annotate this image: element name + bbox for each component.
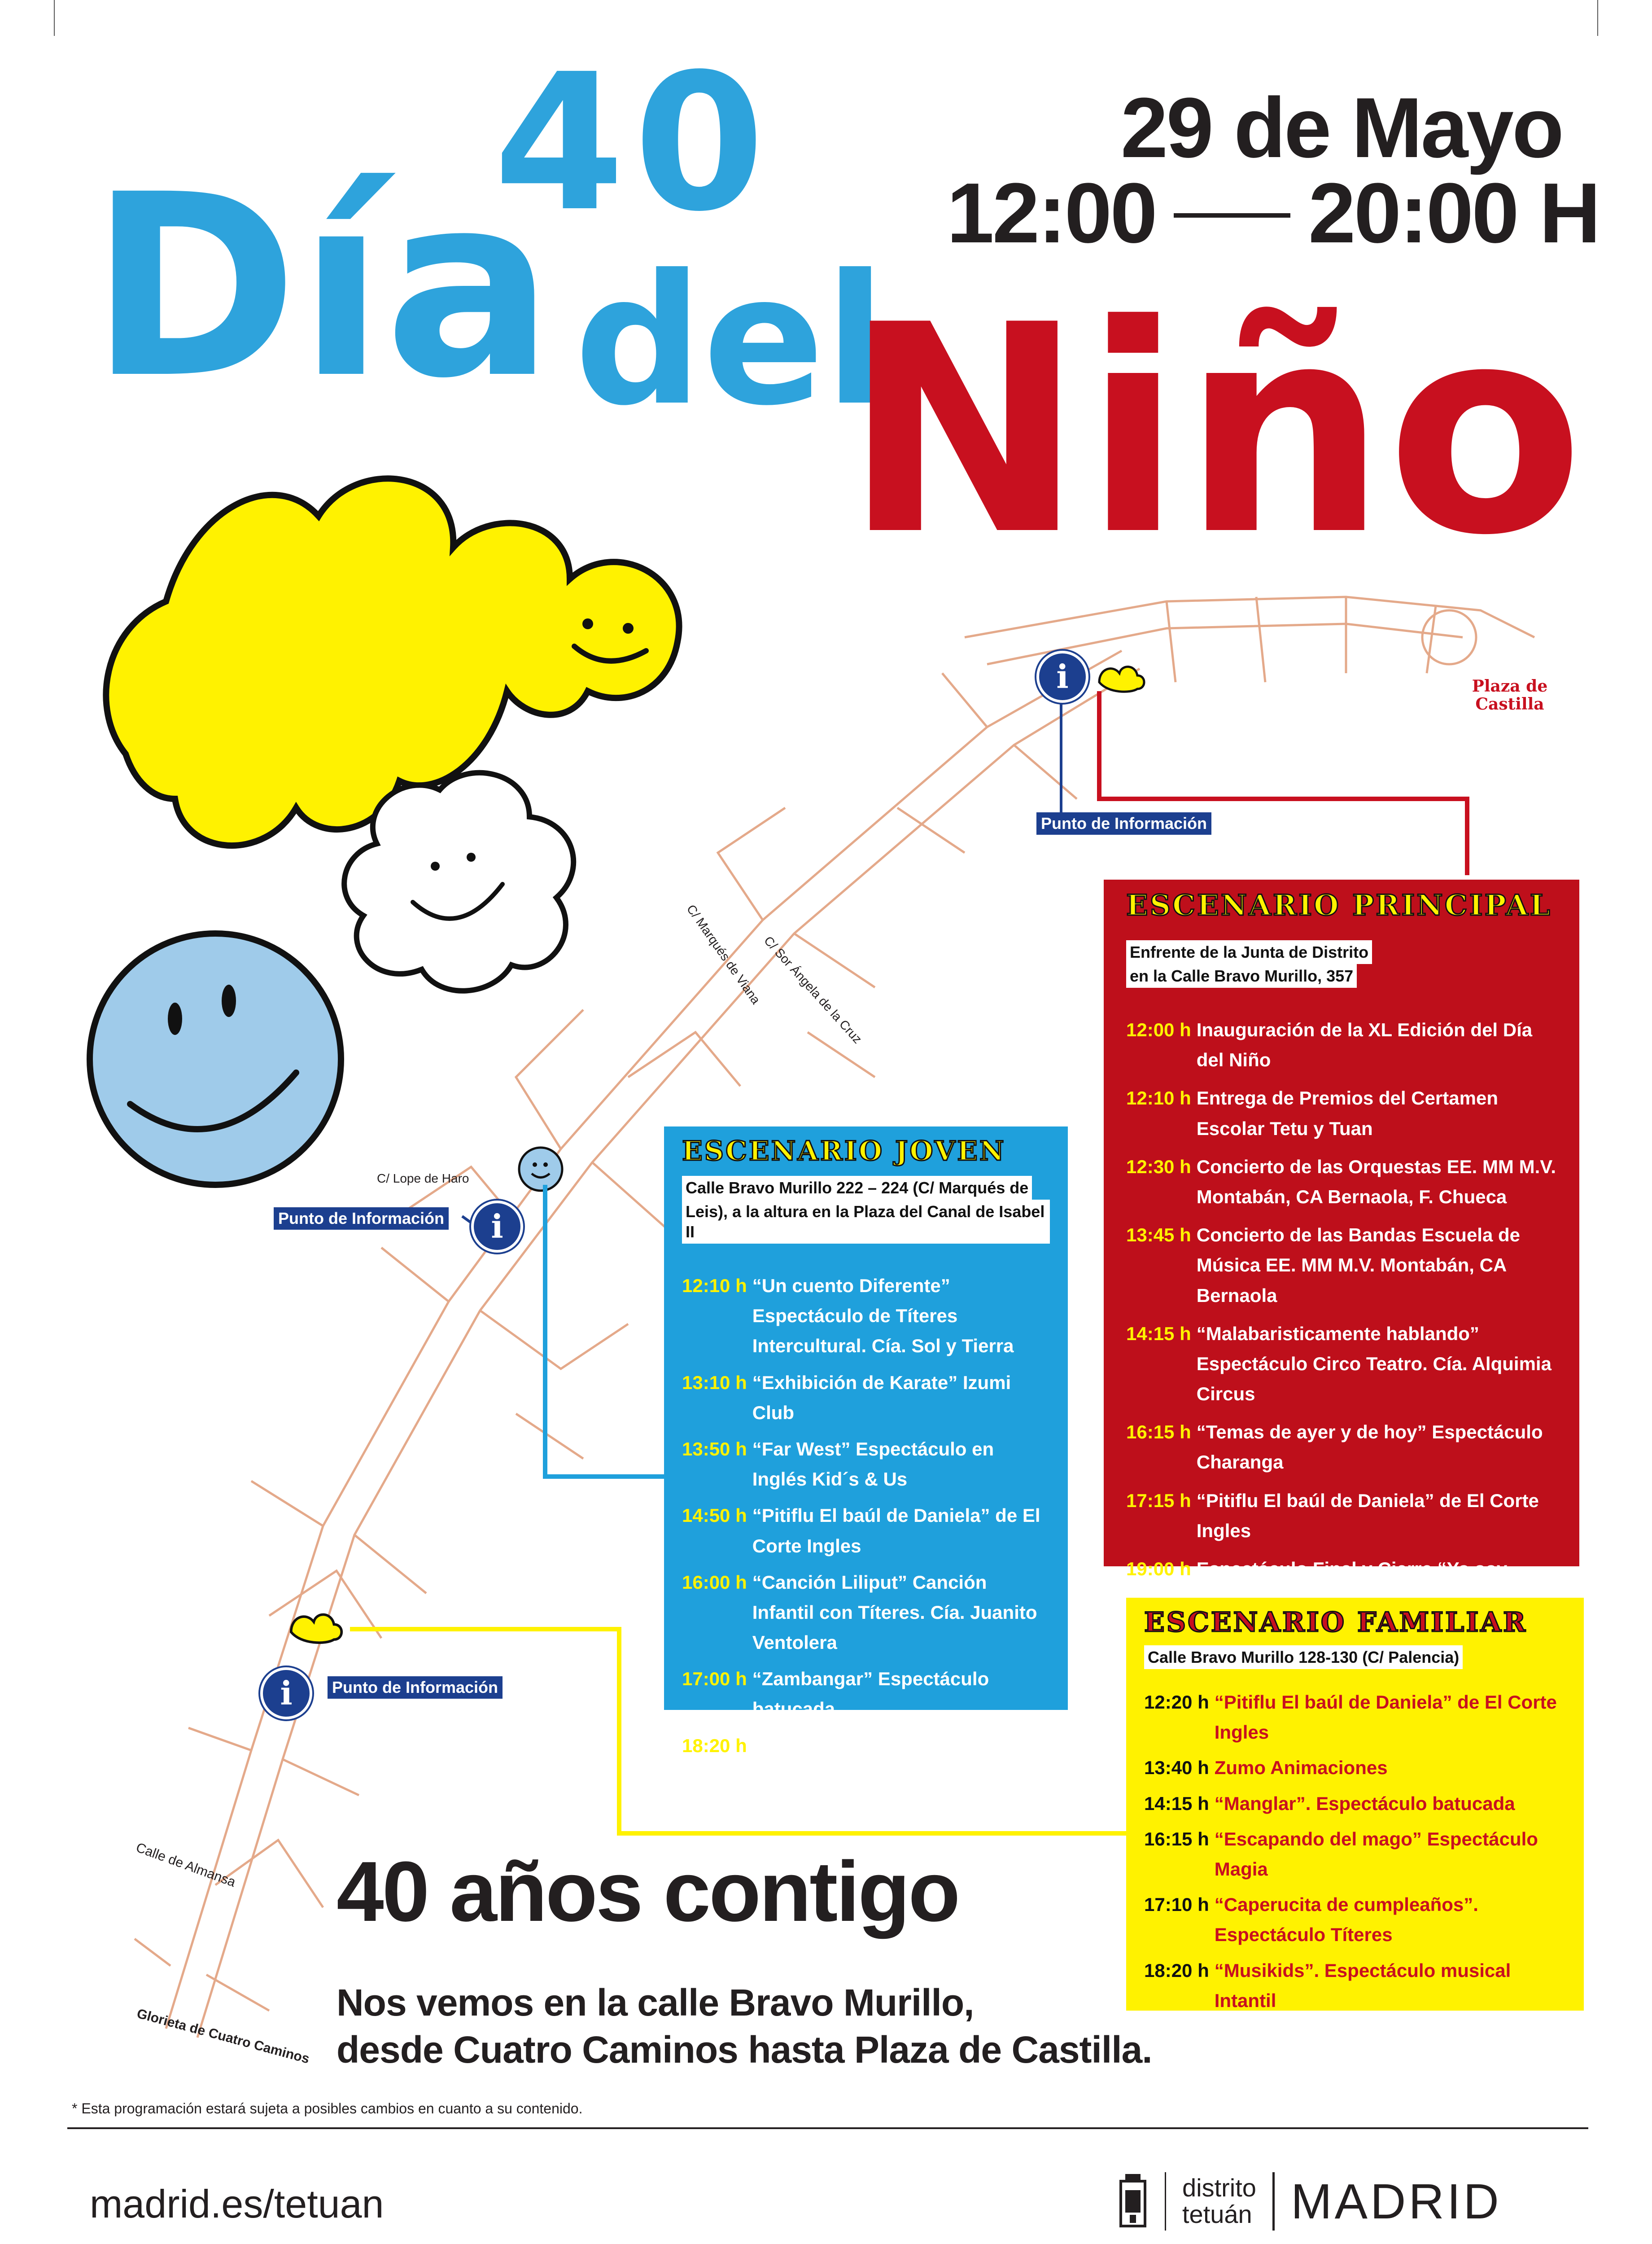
distrito-block — [1182, 2175, 1256, 2228]
schedule-text: “Magia Potagía”. Espectáculo de Magia — [752, 1735, 1047, 1786]
escenario-joven-panel — [664, 1126, 1068, 1786]
schedule-item — [1126, 1083, 1557, 1143]
schedule-time: 14:15 h — [1144, 1793, 1209, 1814]
escenario-principal-title: ESCENARIO PRINCIPAL — [1126, 889, 1552, 922]
schedule-text: “Un cuento Diferente” Espectáculo de Títeres Intercultural. Cía. Sol y Tierra — [752, 1275, 1014, 1357]
schedule-text: “Temas de ayer y de hoy” Espectáculo Charanga — [1196, 1421, 1543, 1473]
schedule-item — [1126, 1417, 1557, 1477]
schedule-text: “Caperucita de cumpleaños”. Espectáculo Títeres — [1214, 1894, 1478, 1946]
distrito-name: tetuán — [1182, 2200, 1252, 2228]
address-line: Calle Bravo Murillo 128-130 (C/ Palencia) — [1144, 1645, 1463, 1669]
schedule-time: 14:15 h — [1126, 1323, 1191, 1344]
schedule-time: 13:40 h — [1144, 1757, 1209, 1779]
schedule-text: “Canción Liliput” Canción Infantil con Títeres. Cía. Juanito Ventolera — [752, 1571, 1037, 1653]
escenario-familiar-address — [1144, 1645, 1566, 1669]
schedule-item — [1144, 1889, 1566, 1950]
familiar-schedule — [1144, 1687, 1566, 2016]
schedule-item — [1126, 1220, 1557, 1310]
madrid-coat-of-arms-icon — [1117, 2172, 1149, 2231]
schedule-time: 12:20 h — [1144, 1692, 1209, 1713]
schedule-text: Concierto de las Orquestas EE. MM M.V. Montabán, CA Bernaola, F. Chueca — [1196, 1156, 1556, 1207]
address-line: Calle Bravo Murillo 222 – 224 (C/ Marqués de — [682, 1176, 1032, 1200]
madrid-wordmark: MADRID — [1290, 2174, 1502, 2229]
schedule-time: 17:00 h — [682, 1668, 747, 1690]
schedule-item — [1126, 1015, 1557, 1075]
schedule-time: 12:30 h — [1126, 1156, 1191, 1177]
schedule-text: “Pitiflu El baúl de Daniela” de El Corte Ingles — [1196, 1490, 1539, 1541]
schedule-item — [1126, 1486, 1557, 1546]
logo-divider — [1165, 2172, 1166, 2231]
schedule-text: “Pitiflu El baúl de Daniela” de El Corte Ingles — [1214, 1692, 1557, 1743]
madrid-logo — [1117, 2172, 1502, 2231]
schedule-text: Concierto de las Bandas Escuela de Música EE. MM M.V. Montabán, CA Bernaola — [1196, 1224, 1521, 1306]
street-label: Glorieta de Cuatro Caminos — [135, 2006, 311, 2067]
time-end: 20:00 H — [1308, 166, 1599, 261]
info-point-icon: i — [471, 1201, 523, 1253]
principal-schedule — [1126, 1015, 1557, 1614]
disclaimer-note: * Esta programación estará sujeta a posibles cambios en cuanto a su contenido. — [72, 2100, 583, 2117]
schedule-time: 12:10 h — [682, 1275, 747, 1296]
footer-divider — [67, 2127, 1588, 2129]
schedule-item — [682, 1567, 1050, 1658]
escenario-joven-address — [682, 1176, 1050, 1244]
logo-divider — [1272, 2172, 1275, 2231]
info-point-label: Punto de Información — [274, 1207, 449, 1230]
schedule-text: “Musikids”. Espectáculo musical Intantil — [1214, 1959, 1511, 2011]
schedule-text: “Zambangar” Espectáculo batucada — [752, 1668, 989, 1720]
title-number: 40 — [494, 34, 774, 253]
schedule-time: 17:10 h — [1144, 1894, 1209, 1915]
street-label: Calle de Almansa — [134, 1840, 238, 1890]
title-nino: Niño — [843, 263, 1584, 598]
schedule-text: Espectáculo Final y Cierre “Yo soy — [1196, 1558, 1508, 1579]
schedule-item — [1144, 1824, 1566, 1884]
schedule-item — [682, 1367, 1050, 1428]
street-label: C/ Lope de Haro — [377, 1171, 469, 1185]
schedule-text: “Manglar”. Espectáculo batucada — [1214, 1793, 1515, 1814]
escenario-familiar-title: ESCENARIO FAMILIAR — [1144, 1607, 1527, 1638]
street-label: Plaza de Castilla — [1472, 677, 1548, 714]
schedule-time: 13:50 h — [682, 1438, 747, 1459]
schedule-time: 12:10 h — [1126, 1087, 1191, 1109]
title-dia: Día — [90, 141, 554, 434]
schedule-item — [682, 1500, 1050, 1560]
schedule-time: 16:00 h — [682, 1571, 747, 1593]
schedule-time: 19:00 h — [1126, 1558, 1191, 1579]
address-line: Leis), a la altura en la Plaza del Canal de Isabel II — [682, 1200, 1050, 1244]
schedule-time: 13:45 h — [1126, 1224, 1191, 1246]
schedule-time: 16:15 h — [1144, 1828, 1209, 1850]
distrito-label: distrito — [1182, 2174, 1256, 2202]
schedule-item — [682, 1434, 1050, 1494]
schedule-time: 18:20 h — [682, 1735, 747, 1756]
schedule-item — [1126, 1319, 1557, 1409]
street-label: C/ Sor Ángela de la Cruz — [761, 934, 865, 1046]
subtitle-line: desde Cuatro Caminos hasta Plaza de Castilla. — [337, 2029, 1152, 2071]
schedule-time: 12:00 h — [1126, 1019, 1191, 1040]
schedule-item — [682, 1664, 1050, 1724]
footer-url[interactable]: madrid.es/tetuan — [90, 2182, 384, 2226]
escenario-principal-panel — [1104, 880, 1579, 1579]
escenario-principal-address — [1126, 940, 1557, 988]
schedule-text: Inauguración de la XL Edición del Día del Niño — [1196, 1019, 1533, 1071]
schedule-item — [682, 1731, 1050, 1791]
schedule-item — [1144, 1753, 1566, 1783]
schedule-text: Entrega de Premios del Certamen Escolar Tetu y Tuan — [1196, 1087, 1498, 1139]
time-start: 12:00 — [947, 166, 1156, 261]
schedule-text: Zumo Animaciones — [1214, 1757, 1388, 1779]
schedule-text: “Exhibición de Karate” Izumi Club — [752, 1372, 1011, 1423]
schedule-text: “Far West” Espectáculo en Inglés Kid´s & Us — [752, 1438, 994, 1490]
info-point-label: Punto de Información — [1036, 812, 1211, 835]
joven-schedule — [682, 1271, 1050, 1791]
escenario-familiar-panel — [1126, 1598, 1584, 2011]
slogan: 40 años contigo — [337, 1844, 959, 1939]
info-point-icon: i — [1036, 651, 1088, 703]
schedule-time: 18:20 h — [1144, 1959, 1209, 1981]
schedule-item — [1144, 1687, 1566, 1747]
schedule-time: 16:15 h — [1126, 1421, 1191, 1443]
schedule-time: 13:10 h — [682, 1372, 747, 1393]
schedule-item — [682, 1271, 1050, 1361]
info-point-icon: i — [260, 1667, 312, 1719]
event-date: 29 de Mayo — [1120, 80, 1562, 175]
info-point-label: Punto de Información — [328, 1676, 503, 1699]
schedule-time: 14:50 h — [682, 1505, 747, 1526]
title-del: del — [574, 237, 886, 445]
address-line: Enfrente de la Junta de Distrito — [1126, 940, 1372, 964]
escenario-joven-title: ESCENARIO JOVEN — [682, 1135, 1006, 1167]
schedule-text: “Malabaristicamente hablando” Espectáculo Circo Teatro. Cía. Alquimia Circus — [1196, 1323, 1551, 1405]
slogan-subtitle — [337, 1979, 1152, 2073]
street-label: C/ Marqués de Viana — [684, 902, 763, 1007]
schedule-text: “Pitiflu El baúl de Daniela” de El Corte Ingles — [752, 1505, 1040, 1556]
schedule-item — [1144, 1955, 1566, 2016]
schedule-item — [1144, 1788, 1566, 1819]
schedule-item — [1126, 1152, 1557, 1212]
subtitle-line: Nos vemos en la calle Bravo Murillo, — [337, 1981, 974, 2024]
address-line: en la Calle Bravo Murillo, 357 — [1126, 964, 1357, 988]
schedule-text: “Escapando del mago” Espectáculo Magia — [1214, 1828, 1538, 1880]
schedule-time: 17:15 h — [1126, 1490, 1191, 1511]
